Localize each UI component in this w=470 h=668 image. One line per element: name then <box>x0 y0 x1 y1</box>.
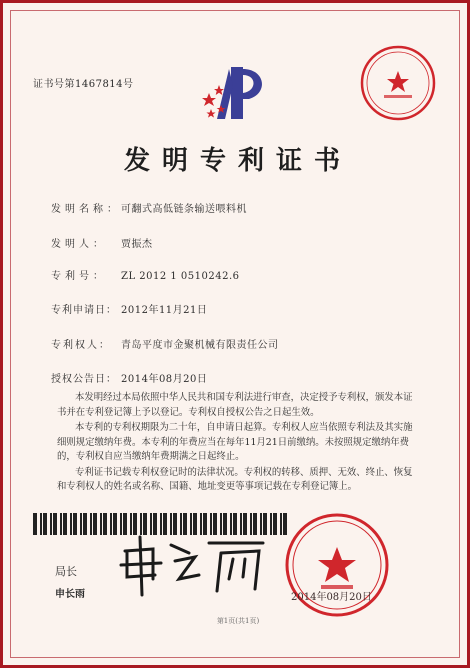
director-signature <box>113 531 273 601</box>
barcode-bar <box>63 513 67 535</box>
field-label: 发明名称： <box>51 204 121 215</box>
barcode-bar <box>83 513 87 535</box>
field-label: 专利号： <box>51 271 107 282</box>
barcode-bar <box>43 513 47 535</box>
field-filing-date <box>51 301 207 316</box>
field-value: 可翻式高低链条输送喂料机 <box>121 204 247 215</box>
certificate-number: 证书号第1467814号 <box>33 79 134 90</box>
field-value: 2012年11月21日 <box>121 305 208 316</box>
barcode-bar <box>73 513 77 535</box>
barcode-bar <box>60 513 62 535</box>
barcode-bar <box>280 513 282 535</box>
barcode-bar <box>50 513 52 535</box>
field-label: 发明人： <box>51 239 107 250</box>
seal-date: 2014年08月20日 <box>291 592 372 603</box>
barcode-bar <box>80 513 82 535</box>
barcode-bar <box>53 513 57 535</box>
certificate-title: 发明专利证书 <box>123 146 352 176</box>
field-label: 授权公告日： <box>51 374 117 385</box>
field-value: 青岛平度市金聚机械有限责任公司 <box>121 340 279 351</box>
barcode-bar <box>33 513 37 535</box>
field-invention-name <box>51 200 247 215</box>
field-label: 专利申请日： <box>51 305 117 316</box>
certificate-seal-icon <box>358 43 438 123</box>
barcode-bar <box>100 513 102 535</box>
body-paragraph: 本专利的专利权期限为二十年，自申请日起算。专利权人应当依照专利法及其实施细则规定缴纳年费。本专利的年费应当在每年11月21日前缴纳。未按照规定缴纳年费的，专利权自应当缴纳年费期满之日起终止。 <box>57 422 413 462</box>
signatory-name: 申长雨 <box>55 589 85 600</box>
field-inventor <box>51 235 153 250</box>
field-grant-date <box>51 370 207 385</box>
field-value: 贾振杰 <box>121 239 153 250</box>
cnipa-logo-icon <box>199 63 273 123</box>
page-number: 第1页(共1页) <box>216 617 260 625</box>
barcode-bar <box>273 513 277 535</box>
body-paragraph: 本发明经过本局依照中华人民共和国专利法进行审查，决定授予专利权，颁发本证书并在专利登记簿上予以登记。专利权自授权公告之日起生效。 <box>57 392 413 418</box>
barcode-bar <box>110 513 112 535</box>
certificate-body <box>57 391 421 496</box>
field-label: 专利权人： <box>51 340 111 351</box>
barcode-bar <box>93 513 97 535</box>
field-patent-number <box>51 267 240 282</box>
body-paragraph: 专利证书记载专利权登记时的法律状况。专利权的转移、质押、无效、终止、恢复和专利权人的姓名或名称、国籍、地址变更等事项记载在专利登记簿上。 <box>57 466 413 492</box>
barcode-bar <box>90 513 92 535</box>
barcode-bar <box>70 513 72 535</box>
field-value: 2014年08月20日 <box>121 374 208 385</box>
field-value: ZL 2012 1 0510242.6 <box>121 271 240 282</box>
field-patentee <box>51 336 279 351</box>
barcode-bar <box>40 513 42 535</box>
signatory-title: 局长 <box>55 565 77 578</box>
barcode-bar <box>103 513 107 535</box>
